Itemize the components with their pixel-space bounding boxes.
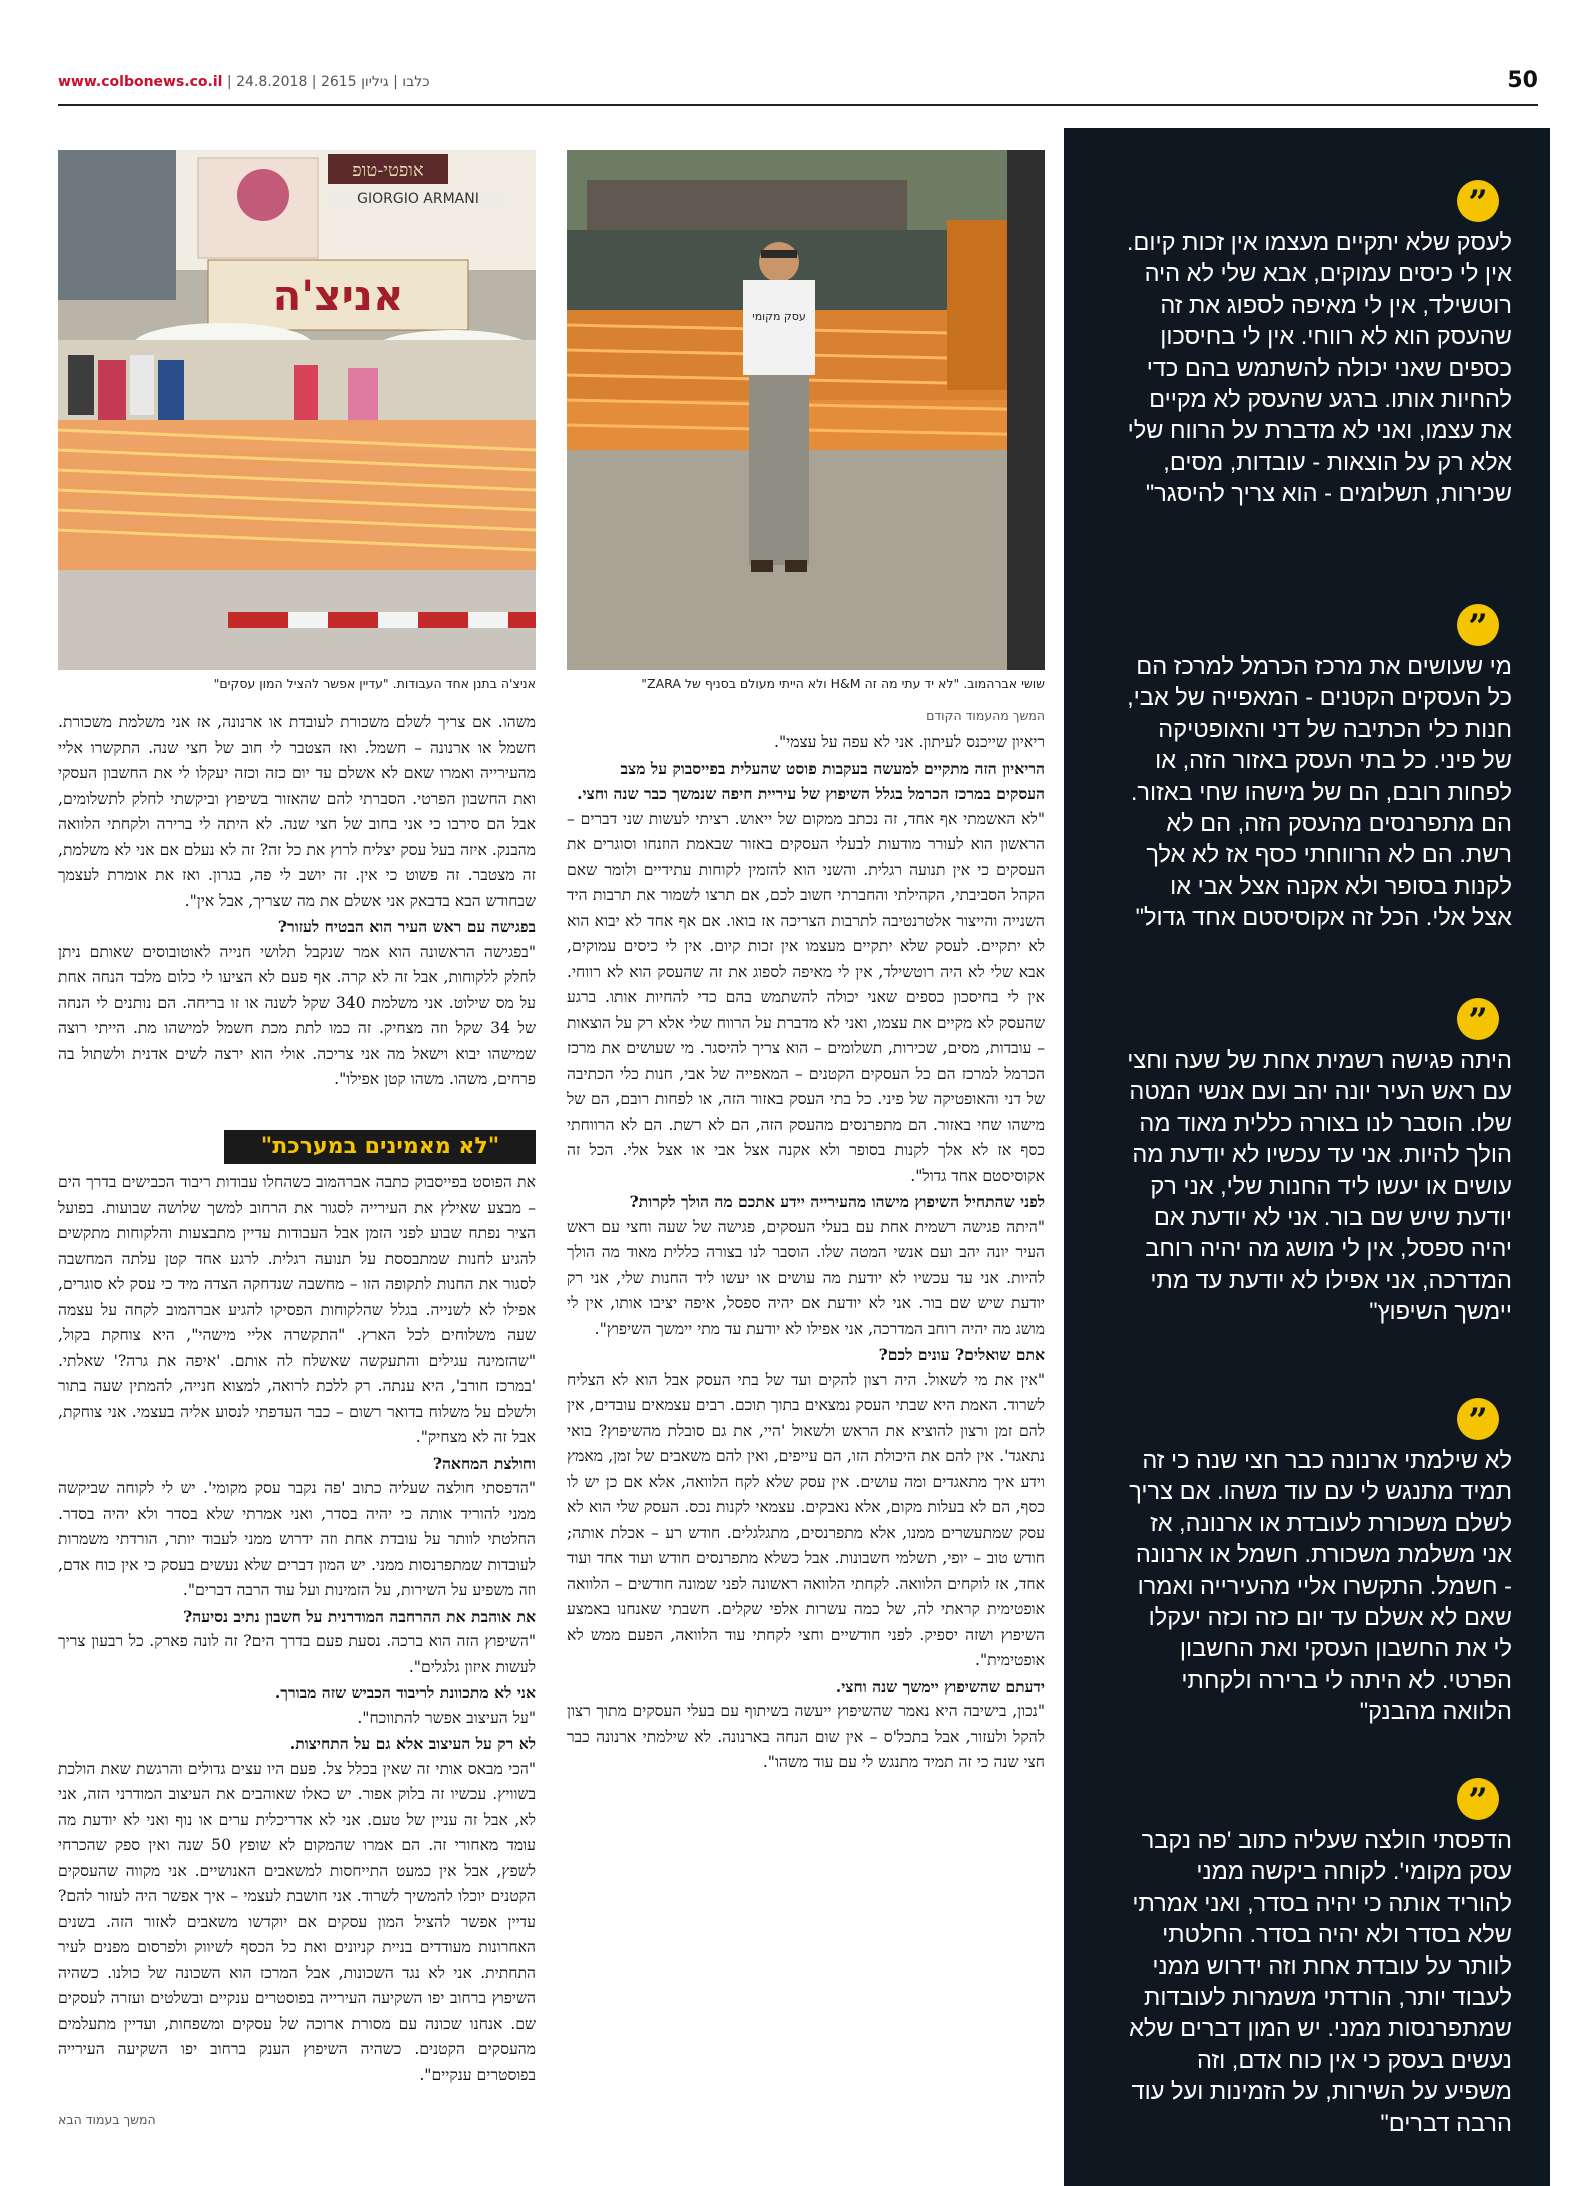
pull-quote-4: לא שילמתי ארנונה כבר חצי שנה כי זה תמיד מתנגש לי עם עוד משהו. אם צריך לשלם משכורת לעובדת או ארנונה, אז אני משלמת משכורת. חשמל או ארנונה - חשמל. התקשרו אליי מהעירייה ואמרו שאם לא אשלם עד יום כזה וכזה יעקלו לי את החשבון העסקי ואת החשבון הפרטי. לא היתה לי ברירה ולקחתי הלוואה מהבנק" xyxy=(1129,1448,1512,1726)
article-paragraph: "השיפוץ הזה הוא ברכה. נסעת פעם בדרך הים? זה לונה פארק. כל רבעון צריך לעשות איזון גלגלים". xyxy=(58,1632,536,1676)
masthead-publication-info xyxy=(58,74,430,90)
interview-question: וחולצת המחאה? xyxy=(432,1453,536,1473)
article-paragraph: "נכון, בישיבה היא נאמר שהשיפוץ ייעשה בשיתוף עם בעלי העסקים מתוך רצון להקל ולעזור, אבל בתכל'ס – אין שום הנחה בארנונה. לא שילמתי ארנונה כבר חצי שנה כי זה תמיד מתנגש לי עם עוד משהו". xyxy=(567,1702,1045,1771)
article-paragraph: "אין את מי לשאול. היה רצון להקים ועד של בתי העסק אבל הוא לא הצליח לשרוד. האמת היא שבתי העסק נמצאים בתוך תוכם. רבים עצמאים עובדים, אין להם זמן ורצון להוציא את הראש ולשאול 'היי, את גם סובלת מהשיפוץ? בואי נתאגד'. אין להם את היכולת הזו, הם עייפים, ואין להם משאבים של זמן, מאמץ וידע איך מתאגדים ומה עושים. אין עסק שלא לקח הלוואה, אלא אם כן יש לו כסף, הם לא בעלות מקום, אלא נאבקים. עצמאי לקנות נכס. העסק שלי הוא לא עסק שמתעשרים ממנו, אלא מתפרנסים, מתגלגלים. חודש רע – אכלת אותה; חודש טוב – יופי, תשלמי חשבונות. אבל כשלא מתפרנסים חודש ועוד אחד ועוד אחד, אז לוקחים הלוואה. לקחתי הלוואה ראשונה לפני שמונה חודשים – הלוואה אופטימית קראתי לה, של כמה עשרות אלפי שקלים. חשבתי שאנחנו באמצע השיפוץ ושזה יספיק. לפני חודשיים וחצי לקחתי עוד הלוואה, הפעם ממש לא אופטימית". xyxy=(567,1370,1045,1669)
pull-quote-3: היתה פגישה רשמית אחת של שעה וחצי עם ראש העיר יונה יהב ועם אנשי המטה שלו. הוסבר לנו בצורה כללית מאוד מה הולך להיות. אני עד עכשיו לא יודעת מה עושים או יעשו ליד החנות שלי, אני רק יודעת שיש שם בור. אני לא יודעת אם יהיה ספסל, אין לי מושג מה יהיה רוחב המדרכה, אני אפילו לא יודעת עד מתי יימשך השיפוץ" xyxy=(1127,1048,1512,1326)
masthead xyxy=(58,68,1538,104)
armani-sign-text: GIORGIO ARMANI xyxy=(357,191,479,207)
interview-question: אתם שואלים? עונים לכם? xyxy=(878,1345,1045,1364)
page-number: 50 xyxy=(1507,68,1538,93)
article-paragraph: את הפוסט בפייסבוק כתבה אברהמוב כשהחלו עבודות ריבוד הכבישים בדרך הים – מבצע שאילץ את העירייה לסגור את הרחוב למשך שלושה שבועות. בפועל הציר נפתח שבוע לפני הזמן אבל העבודות עדיין מתבצעות והלקוחות מתקשים להגיע לחנות שמתבססת על תנועה רגלית. לרגע אחד קטן עלתה המחשבה לסגור את החנות לתקופה הזו – מחשבה שנדחקה הצדה מיד כי עסק לא סוגרים, אפילו לא לשנייה. בגלל שהלקוחות הפסיקו להגיע אברהמוב לקחה על עצמה שעה משלוחים לכל הארץ. "התקשרה אליי מישהי", היא צוחקת בקול, "שהזמינה עגילים והתעקשה שאשלח לה אותם. 'איפה את גרה?' שאלתי. 'במרכז חורב', היא ענתה. רק ללכת לרואה, למצוא חנייה, להמתין שעה בתור ולשלם על משלוח בדואר רשום – כבר העדפתי לנסוע אליה בעצמי. אני צוחקת, אבל זה לא מצחיק". xyxy=(58,1173,536,1446)
article-paragraph: "על העיצוב אפשר להתווכח". xyxy=(357,1708,536,1727)
storefront-photo xyxy=(58,150,536,670)
interview-question: לא רק על העיצוב אלא גם על התחיצות. xyxy=(289,1734,536,1753)
article-paragraph: "היתה פגישה רשמית אחת עם בעלי העסקים, פגישה של שעה וחצי עם ראש העיר יונה יהב ועם אנשי המטה שלו. הוסבר לנו בצורה כללית מאוד מה הולך להיות. אני עד עכשיו לא יודעת מה עושים או יעשו ליד החנות שלי, אני רק יודעת שיש שם בור. אני לא יודעת אם יהיה ספסל, איפה יציבו אותו, אין לי מושג מה יהיה רוחב המדרכה, אני אפילו לא יודעת עד מתי יימשך השיפוץ". xyxy=(567,1217,1045,1338)
storefront-photo-caption: אניצ'ה בתנן אחד העבודות. "עדיין אפשר להציל המון עסקים" xyxy=(213,676,536,691)
quote-mark-icon: ” xyxy=(1457,180,1499,222)
interview-question: הריאיון הזה מתקיים למעשה בעקבות פוסט שהעלית בפייסבוק על מצב העסקים במרכז הכרמל בגלל השיפוץ של עיריית חיפה שנמשך כבר שנה וחצי. xyxy=(577,758,1045,803)
interview-question: בפגישה עם ראש העיר הוא הבטיח לעזור? xyxy=(277,917,536,936)
continued-next-note xyxy=(58,2112,536,2127)
masthead-divider xyxy=(58,104,1538,106)
article-column-right xyxy=(567,730,1045,2166)
pull-quote-sidebar xyxy=(1064,128,1550,2186)
pull-quote-1: לעסק שלא יתקיים מעצמו אין זכות קיום. אין לי כיסים עמוקים, אבא שלי לא היה רוטשילד, אין לי מאיפה לספוג את זה שהעסק הוא לא רווחי. אין לי בחיסכון כספים שאני יכולה להשתמש בהם כדי להחיות אותו. ברגע שהעסק לא מקיים את עצמו, ואני לא מדברת על הרווח שלי אלא רק על הוצאות - עובדות, מסים, שכירות, תשלומים - הוא צריך להיסגר" xyxy=(1126,230,1512,508)
optic-sign-text: אופטי-טופ xyxy=(352,160,424,181)
interview-question: ידעתם שהשיפוץ יימשך שנה וחצי. xyxy=(835,1676,1045,1696)
interview-question: אני לא מתכוונת לריבוד הכביש שזה מבורך. xyxy=(274,1683,536,1702)
article-paragraph: ריאיון שייכנס לעיתון. אני לא עפה על עצמי". xyxy=(774,733,1045,751)
storefront-illustration xyxy=(58,150,536,670)
portrait-illustration xyxy=(567,150,1045,670)
continued-next-text: המשך בעמוד הבא xyxy=(58,2112,156,2127)
continued-from-note: המשך מהעמוד הקודם xyxy=(926,708,1045,723)
article-paragraph: משהו. אם צריך לשלם משכורת לעובדת או ארנונה, אז אני משלמת משכורת. חשמל או ארנונה – חשמל. ואז הצטבר לי חוב של חצי שנה. התקשרו אליי מהעירייה ואמרו שאם לא אשלם עד יום כזה וכזה יעקלו לי את החשבון העסקי ואת החשבון הפרטי. הסברתי להם שהאזור בשיפוץ וביקשתי לחלק לתשלומים, אבל הם סירבו כי אני בחוב של חצי שנה. לא היתה לי ברירה ולקחתי הלוואה מהבנק. איזה בעל עסק יצליח לרוץ את כל זה? זה לא נעלם אם אני לא משלמת, זה מצטבר. זה פשוט כי אין. זה יושב לי פה, בגרון. ואז את אומרת לעצמך שבחודש הבא בדבאק אני אשלם את מה שצריך, אבל אין". xyxy=(58,713,536,910)
site-url[interactable]: www.colbonews.co.il xyxy=(58,74,223,90)
quote-mark-icon: ” xyxy=(1457,998,1499,1040)
pull-quote-2: מי שעושים את מרכז הכרמל למרכז הם כל העסקים הקטנים - המאפייה של אבי, חנות כלי הכתיבה של דני והאופטיקה של פיני. כל בתי העסק באזור הזה, או לפחות רובם, הם של מישהו שחי באזור. הם מתפרנסים מהעסק הזה, הם לא רשת. הם לא הרווחתי כסף אז לא אלך לקנות בסופר ולא אקנה אצל אבי או אצל אלי. הכל זה אקוסיסטם אחד גדול" xyxy=(1127,654,1512,932)
quote-mark-icon: ” xyxy=(1457,1398,1499,1440)
article-paragraph: "הדפסתי חולצה שעליה כתוב 'פה נקבר עסק מקומי'. יש לי לקוחה שביקשה ממני להוריד אותה כי יהיה בסדר, ואני אמרתי שלא בסדר ולא יהיה בסדר. החלטתי לוותר על עובדת אחת וזה ידרוש ממני לעבוד יותר, הורדתי משמרות לעובדות שמתפרנסות ממני. יש המון דברים שלא נעשים בעסק כי אין כוח אדם, וזה משפיע על השירות, על הזמינות ועל עוד הרבה דברים". xyxy=(58,1479,536,1599)
shirt-text: עסק מקומי xyxy=(752,310,806,323)
article-paragraph: "בפגישה הראשונה הוא אמר שנקבל תלושי חנייה לאוטובוסים שאותם ניתן לחלק ללקוחות, אבל זה לא קרה. אף פעם לא הציעו לי כלום מלבד הנחה אחת על מס שילוט. אני משלמת 340 שקל לשנה או זו בריחה. הם נותנים לי הנחה של 34 שקל וזה מצחיק. זה כמו לתת מכת חשמל למישהו מת. הייתי רוצה שמישהו יבוא וישאל מה אני צריכה. אולי הוא ירצה לשים אדנית ולשתול בה פרחים, משהו. משהו קטן אפילו". xyxy=(58,942,536,1088)
issue-info: | כלבו | גיליון 2615 | 24.8.2018 xyxy=(222,74,430,90)
article-paragraph: "לא האשמתי אף אחד, זה נכתב ממקום של ייאוש. רציתי לעשות שני דברים – הראשון הוא לעורר מודעות לבעלי העסקים באזור שבאמת הוזנחו וסוגרים את העסקים כי אין תנועה רגלית. והשני הוא להזמין לקוחות עתידיים ולומר שאם הקהל הסביבתי, הקהילתי והחברתי חשוב לכם, אם תרצו לשמור את תרבות היד השנייה והייצור אלטרנטיבה לתרבות הצריכה אז בואו. אם אף אחד לא יבוא הוא לא יתקיים. לעסק שלא יתקיים מעצמו אין זכות קיום. אין לי כיסים עמוקים, אבא שלי לא היה רוטשילד, אין לי מאיפה לספוג את זה שהעסק הוא לא רווחי. אין לי בחיסכון כספים שאני יכולה להשתמש בהם כדי להחיות אותו. ברגע שהעסק לא מקיים את עצמו, ואני לא מדברת על הרווח שלי אלא רק על הוצאות – עובדות, מסים, שכירות, תשלומים – הוא צריך להיסגר. מי שעושים את מרכז הכרמל למרכז הם כל העסקים הקטנים – המאפייה של אבי, חנות כלי הכתיבה של דני והאופטיקה של פיני. כל בתי העסק באזור הזה, או לפחות רובם, הם של מישהו שחי באזור. הם מתפרנסים מהעסק הזה, הם לא רשת. הם לא הרווחתי כסף אז לא אלך לקנות בסופר ולא אקנה אצל אבי או אצל אלי. הכל זה אקוסיסטם אחד גדול". xyxy=(567,809,1045,1185)
portrait-photo-caption: שושי אברהמוב. "לא יד עתי מה זה H&M ולא הייתי מעולם בסניף של ZARA" xyxy=(641,676,1045,691)
pull-quote-5: הדפסתי חולצה שעליה כתוב 'פה נקבר עסק מקומי'. לקוחה ביקשה ממני להוריד אותה כי יהיה בסדר, ואני אמרתי שלא בסדר ולא יהיה בסדר. החלטתי לוותר על עובדת אחת וזה ידרוש ממני לעבוד יותר, הורדתי משמרות לעובדות שמתפרנסות ממני. יש המון דברים שלא נעשים בעסק כי אין כוח אדם, וזה משפיע על השירות, על הזמינות ועל עוד הרבה דברים" xyxy=(1129,1828,1512,2137)
interview-question: את אוהבת את ההרחבה המודרנית על חשבון נתיב נסיעה? xyxy=(183,1606,536,1626)
article-paragraph: "הכי מבאס אותי זה שאין בכלל צל. פעם היו עצים גדולים והרגשת שאת הולכת בשוויץ. עכשיו זה בלוק אפור. יש כאלו שאוהבים את העיצוב המודרני הזה, אני לא, אבל זה עניין של טעם. אני לא אדריכלית ערים או נוף ואני לא יודעת מה עומד מאחורי זה. הם אמרו שהמקום לא שופץ 50 שנה ואין ספק שהכרחי לשפץ, אבל אין כמעט התייחסות למשאבים האנושיים. אני מקווה שהעסקים הקטנים יוכלו להמשיך לשרוד. אני חושבת לעצמי – איך אפשר היה לעזור להם? עדיין אפשר להציל המון עסקים אם יוקדשו משאבים לאזור הזה. בשנים האחרונות מעודדים בניית קניונים ואת כל הכסף לשיווק ולפרסום מפנים לעיר התחתית. אני לא נגד השכונות, אבל המרכז הוא השכונה של כולנו. כשהיה השיפוץ ברחוב יפו השקיעה העירייה בפוסטרים ענקיים ובשלטים ועזרה לעסקים שם. אנחנו שכונה עם מסורת ארוכה של עסקים ומשפחות, ועדיין מתעלמים מהעסקים הקטנים. כשהיה השיפוץ הענק ברחוב יפו השקיעה העירייה בפוסטרים ענקיים". xyxy=(58,1759,536,2084)
article-column-left-bottom xyxy=(58,1170,536,2098)
portrait-photo xyxy=(567,150,1045,670)
section-subheading: "לא מאמינים במערכת" xyxy=(224,1130,536,1164)
quote-mark-icon: ” xyxy=(1457,1778,1499,1820)
interview-question: לפני שהתחיל השיפוץ מישהו מהעירייה יידע אתכם מה הולך לקרות? xyxy=(629,1192,1045,1211)
shop-sign-text: אניצ'ה xyxy=(272,271,404,320)
article-column-left-top xyxy=(58,710,536,1128)
quote-mark-icon: ” xyxy=(1457,604,1499,646)
